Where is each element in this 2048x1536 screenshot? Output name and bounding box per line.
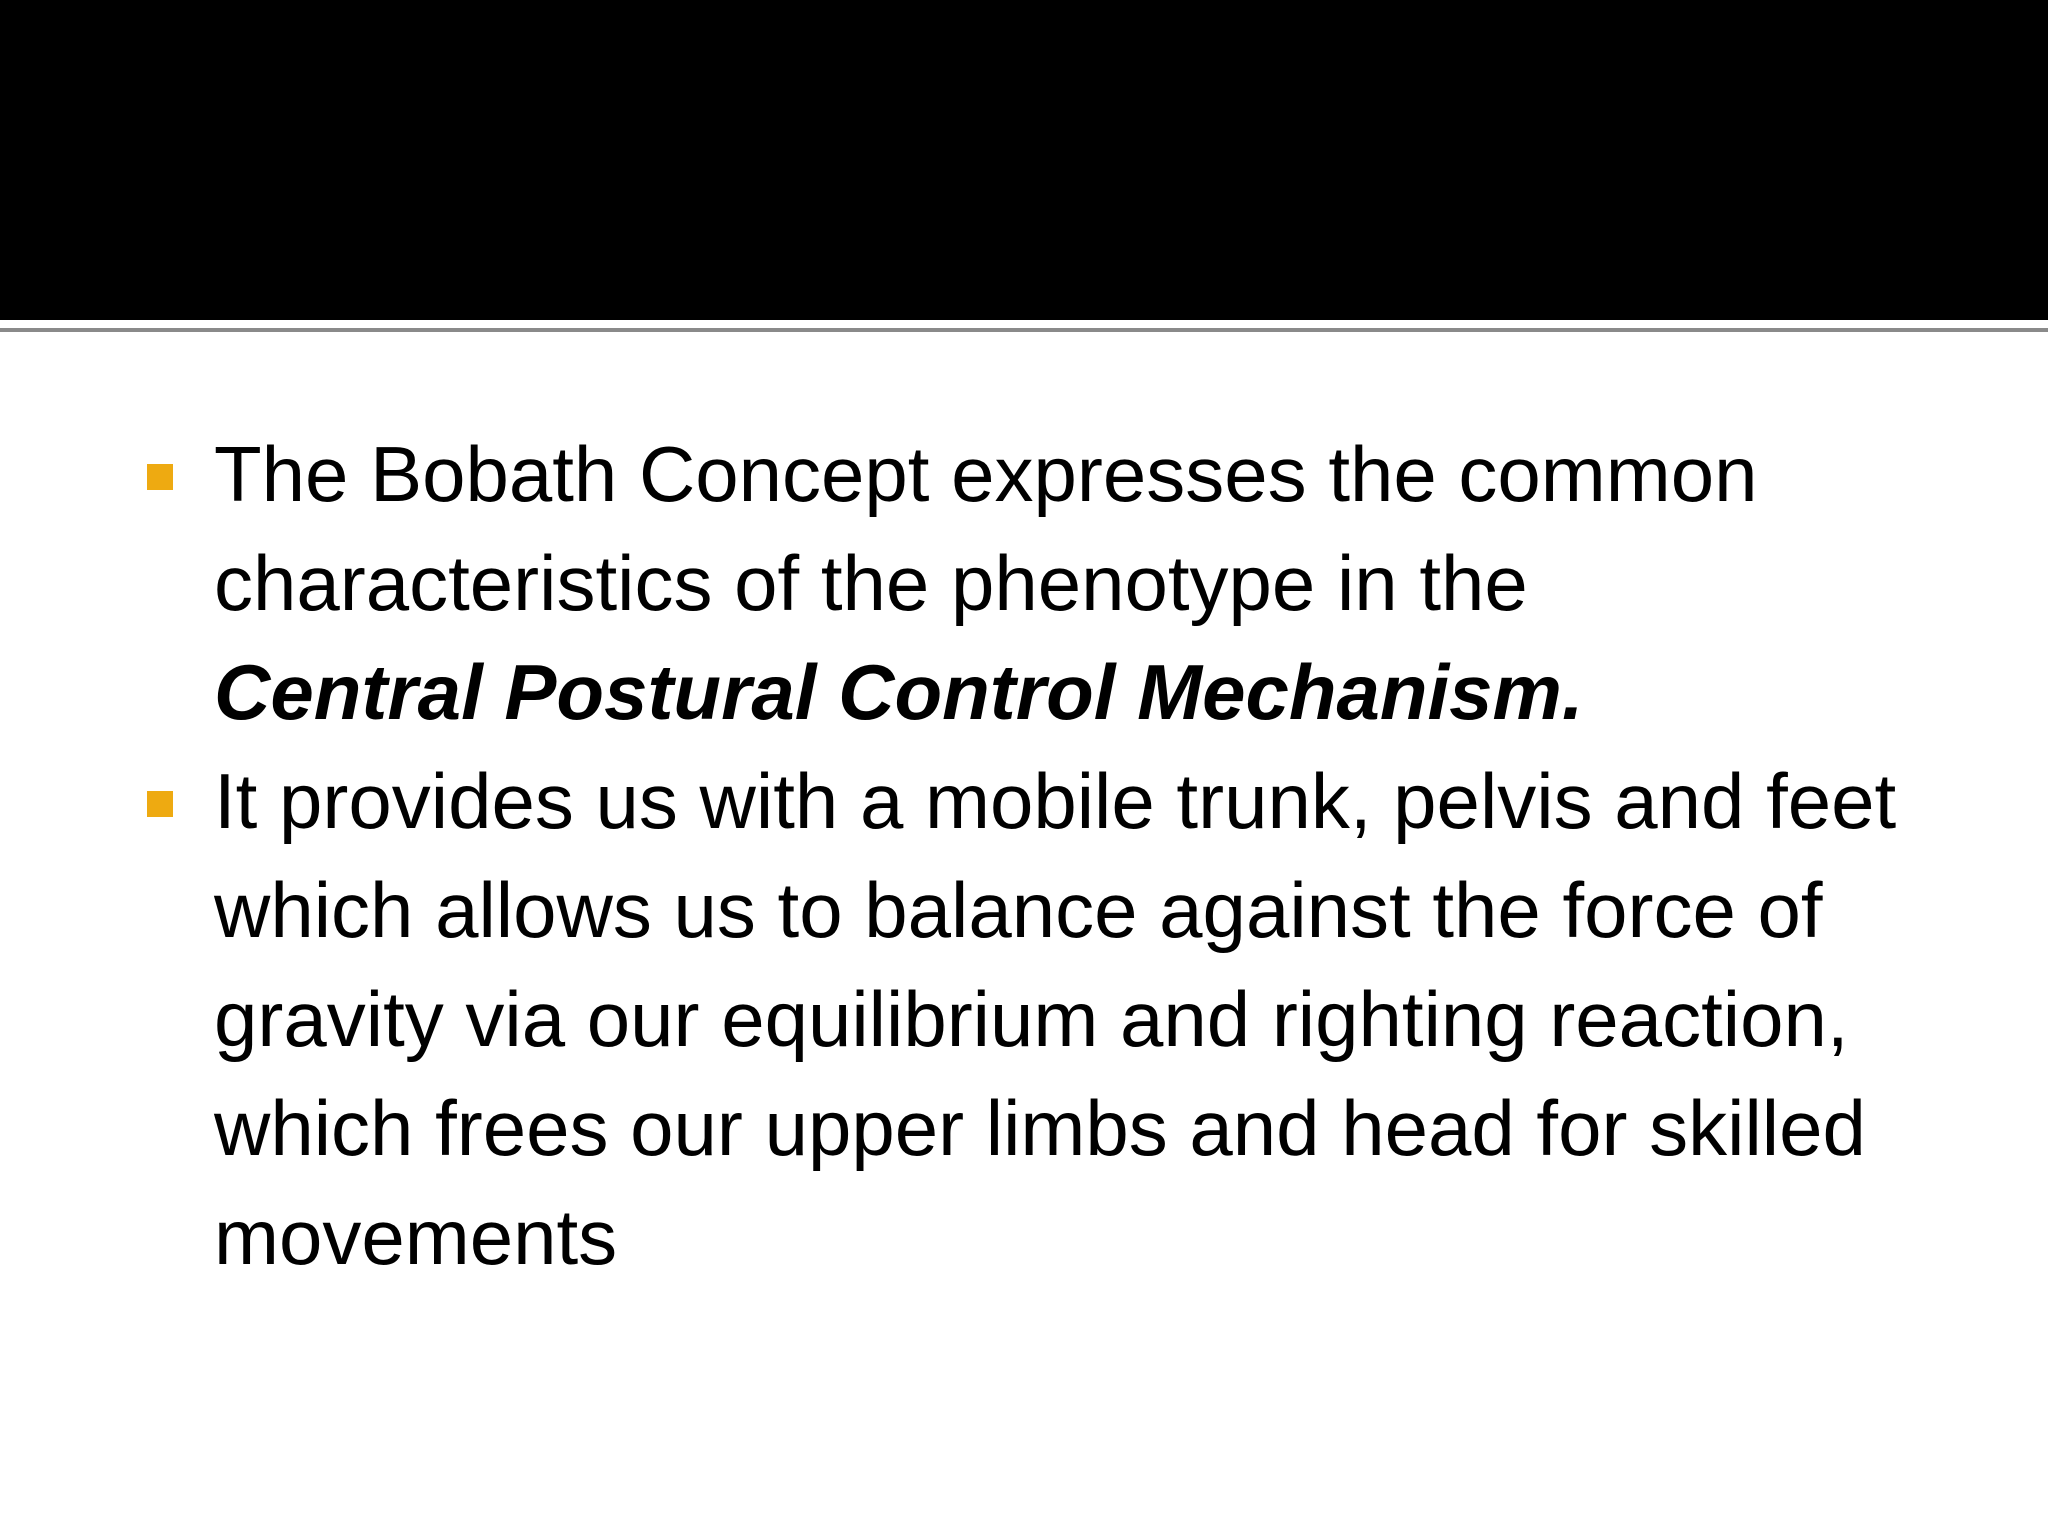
bullet-emphasis: Central Postural Control Mechanism. [214,648,1584,736]
bullet-text: The Bobath Concept expresses the common characteristics of the phenotype in the [214,430,1758,627]
bullet-text: It provides us with a mobile trunk, pelvis and feet which allows us to balance against the force of gravity via our equilibrium and righting reaction, which frees our upper limbs and head for skilled movements [214,757,1897,1281]
square-bullet-icon [147,791,173,817]
square-bullet-icon [147,464,173,490]
bullet-item [0,420,2048,747]
slide-body [0,420,2048,1292]
header-divider [0,328,2048,332]
slide-header-band [0,0,2048,320]
bullet-item [0,747,2048,1292]
